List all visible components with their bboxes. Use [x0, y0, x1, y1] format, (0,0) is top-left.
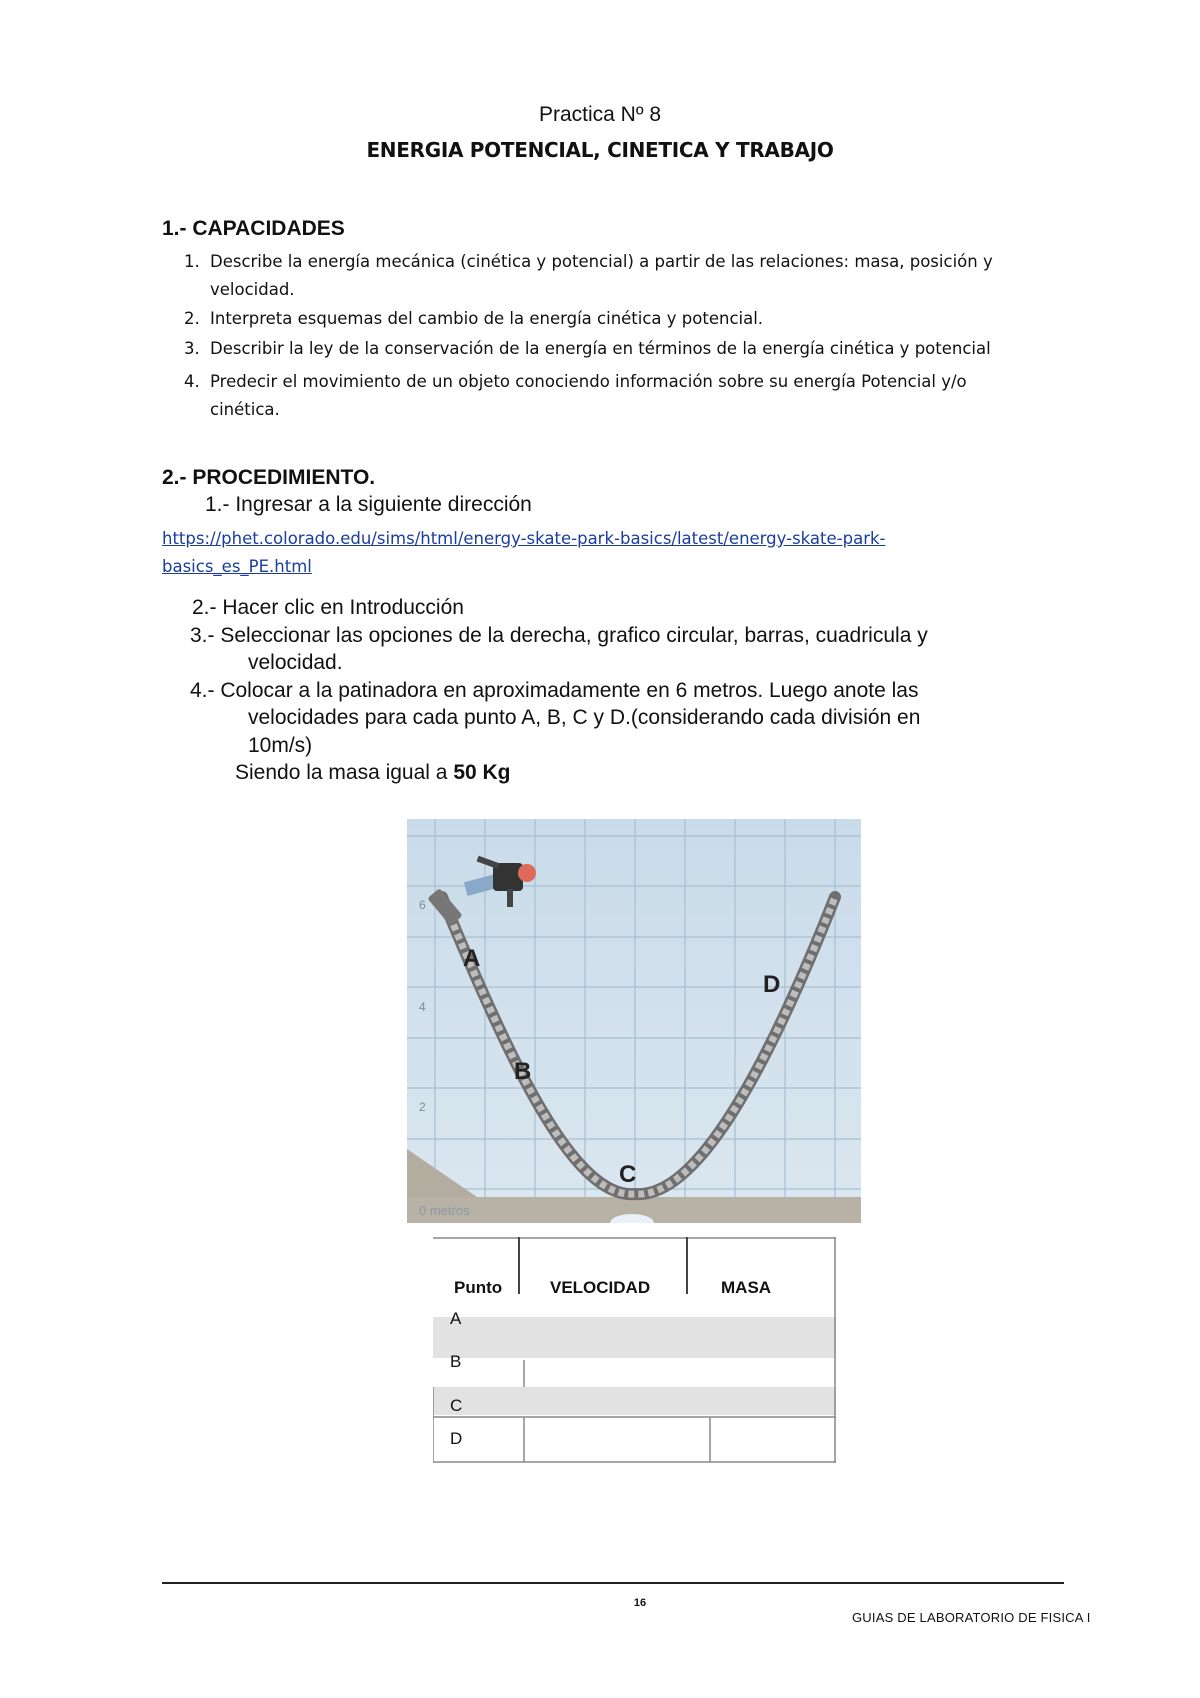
point-label-a: A — [463, 945, 481, 972]
practice-number: Practica Nº 8 — [538, 103, 662, 126]
y-label-6: 6 — [419, 898, 426, 912]
header-punto: Punto — [454, 1278, 503, 1297]
phet-link-block — [162, 525, 886, 581]
y-label-4: 4 — [419, 1000, 426, 1014]
footer-divider — [162, 1582, 1064, 1584]
step-4-line-2: velocidades para cada punto A, B, C y D.(considerando cada división en — [248, 706, 921, 729]
step-1: 1.- Ingresar a la siguiente dirección — [205, 493, 532, 516]
y-label-2: 2 — [419, 1100, 426, 1114]
row-label-b: B — [450, 1352, 462, 1371]
point-label-b: B — [514, 1058, 532, 1085]
skate-park-figure — [407, 819, 861, 1223]
zero-meters-label: 0 metros — [419, 1203, 470, 1218]
row-label-a: A — [450, 1309, 462, 1328]
page-number: 16 — [633, 1597, 647, 1609]
header-masa: MASA — [721, 1278, 772, 1297]
mass-value: 50 Kg — [453, 761, 511, 784]
mass-statement: Siendo la masa igual a 50 Kg — [235, 761, 511, 784]
phet-link[interactable]: https://phet.colorado.edu/sims/html/energy-skate-park-basics/latest/energy-skate-park- basics_es_PE.html — [162, 529, 886, 576]
step-3-line-2: velocidad. — [248, 651, 343, 674]
step-4-line-3: 10m/s) — [248, 734, 313, 757]
step-2: 2.- Hacer clic en Introducción — [192, 596, 464, 619]
skate-park-illustration — [407, 819, 861, 1223]
footer-title: GUIAS DE LABORATORIO DE FISICA I — [852, 1610, 1091, 1625]
row-label-c: C — [450, 1396, 463, 1415]
row-label-d: D — [450, 1429, 463, 1448]
page-title: ENERGIA POTENCIAL, CINETICA Y TRABAJO — [366, 138, 834, 162]
point-label-d: D — [763, 971, 781, 998]
capacidad-item: 4. Predecir el movimiento de un objeto conociendo información sobre su energía Potencial y/o cinética. — [184, 372, 967, 419]
velocity-table — [433, 1237, 836, 1463]
capacidades-heading: 1.- CAPACIDADES — [162, 217, 345, 240]
step-4-line-1: 4.- Colocar a la patinadora en aproximadamente en 6 metros. Luego anote las — [190, 679, 919, 702]
procedimiento-heading: 2.- PROCEDIMIENTO. — [162, 466, 376, 489]
point-label-c: C — [619, 1161, 637, 1188]
capacidad-item: 1. Describe la energía mecánica (cinética y potencial) a partir de las relaciones: masa, posición y velocidad. — [184, 252, 993, 299]
table-grid — [433, 1237, 836, 1463]
header-velocidad: VELOCIDAD — [550, 1278, 651, 1297]
step-3-line-1: 3.- Seleccionar las opciones de la derecha, grafico circular, barras, cuadricula y — [190, 624, 928, 647]
capacidad-item: 3. Describir la ley de la conservación de la energía en términos de la energía cinética y potencial — [184, 339, 991, 358]
capacidad-item: 2. Interpreta esquemas del cambio de la energía cinética y potencial. — [184, 309, 764, 328]
